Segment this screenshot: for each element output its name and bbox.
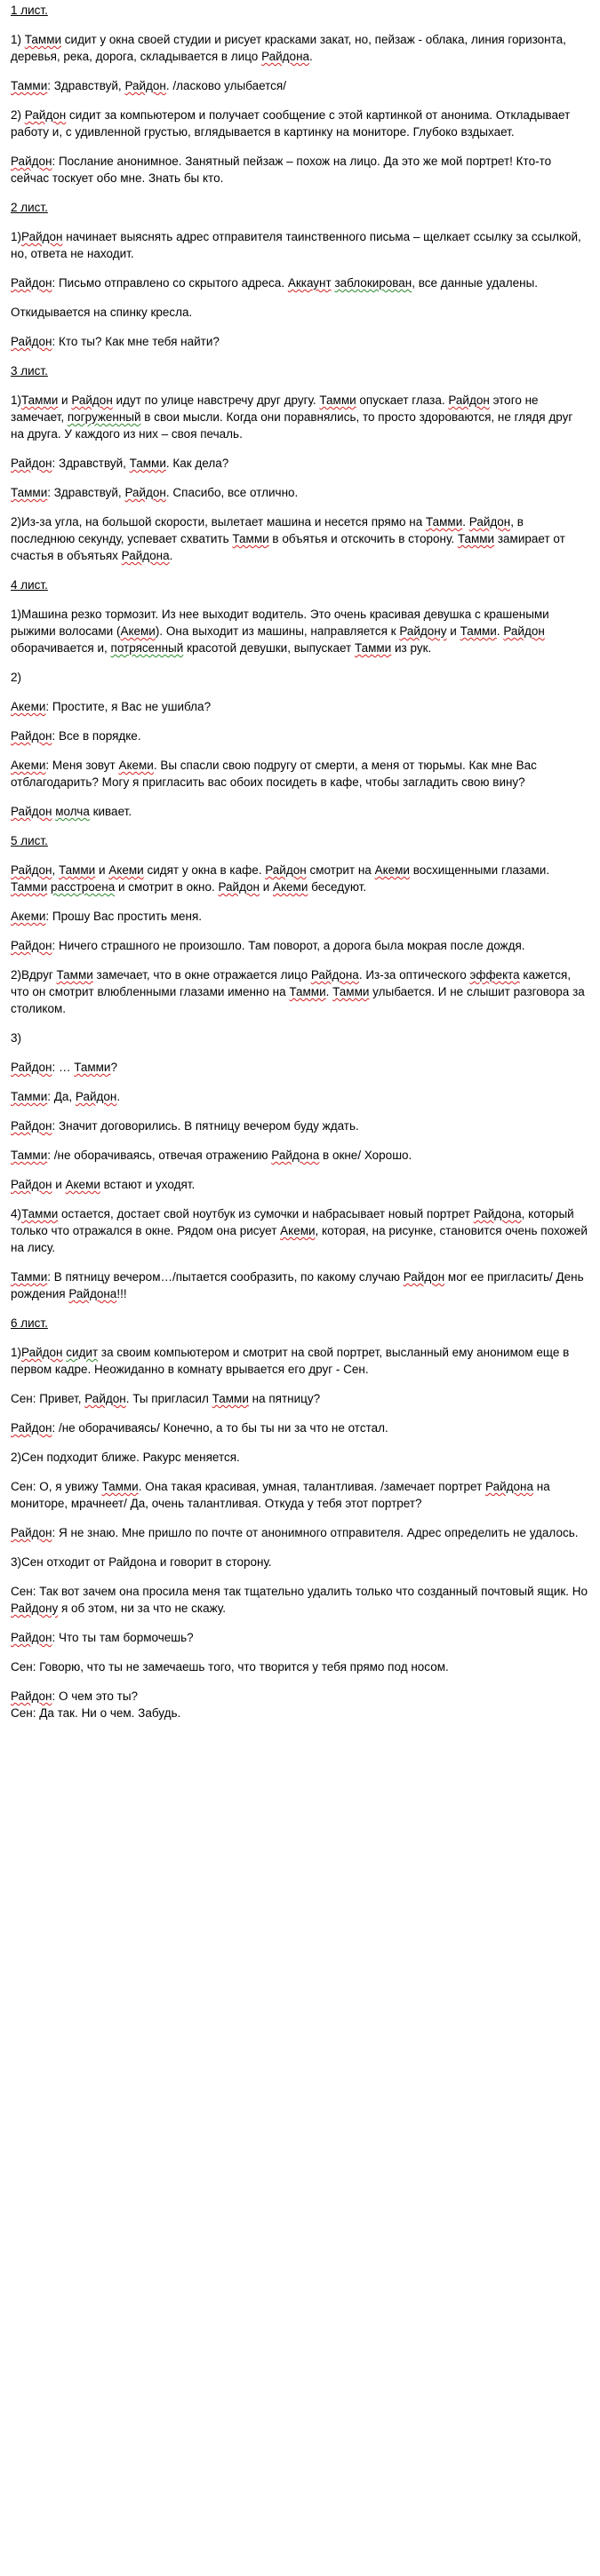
text-run: , все данные удалены. [412, 276, 539, 290]
text-run: ). Она выходит из машины, направляется к [155, 624, 400, 638]
spellcheck-flagged-word: Райдон [11, 1631, 52, 1644]
text-run: Сен: Привет, [11, 1392, 85, 1405]
spellcheck-flagged-word: Тамми [101, 1480, 139, 1493]
paragraph [11, 1419, 588, 1436]
sheet-heading [11, 832, 588, 849]
text-run: сидит за компьютером и получает сообщение с этой картинкой от анонима. Откладывает работу и, с удивленной грустью, вглядывается в картинку на мониторе. Глубоко вздыхает. [11, 108, 571, 139]
text-run: , которая, на рисунке, становится очень похожей на лису. [11, 1224, 588, 1254]
spellcheck-flagged-word: Райдон [11, 276, 52, 290]
spellcheck-flagged-word: Райдон [11, 155, 52, 168]
text-run: : Здравствуй, [52, 457, 130, 470]
text-run: . Как дела? [165, 457, 229, 470]
text-run: , в последнюю секунду, успевает схватить [11, 515, 524, 545]
paragraph [11, 937, 588, 954]
spellcheck-flagged-word: Райдон [84, 1392, 126, 1405]
text-run: и [95, 863, 109, 877]
text-run: и [58, 394, 72, 407]
paragraph [11, 1390, 588, 1407]
text-run: Сен: Да так. Ни о чем. Забудь. [11, 1706, 181, 1720]
text-run: Сен: О, я увижу [11, 1480, 102, 1493]
spellcheck-flagged-word: Тамми [56, 968, 93, 982]
text-run: 1)Машина резко тормозит. Из нее выходит водитель. Это очень красивая девушка с крашеными рыжими волосами ( [11, 608, 549, 638]
spellcheck-flagged-word: Райдона [473, 1207, 522, 1220]
spellcheck-flagged-word: Тамми [74, 1061, 111, 1074]
spellcheck-flagged-word: Райдон [468, 515, 511, 529]
text-run: . Спасибо, все отлично. [165, 486, 299, 499]
paragraph [11, 513, 588, 564]
text-run: . Из-за оптического [358, 968, 470, 982]
grammar-flagged-word: сидит [66, 1346, 99, 1359]
paragraph [11, 274, 588, 291]
paragraph [11, 1030, 588, 1046]
sheet-heading [11, 362, 588, 379]
spellcheck-flagged-word: Акеми [120, 624, 156, 638]
text-run: : В пятницу вечером…/пытается сообразить, по какому случаю [47, 1270, 404, 1284]
paragraph [11, 228, 588, 262]
sheet-heading-text: 3 лист. [11, 364, 48, 378]
paragraph [11, 153, 588, 187]
spellcheck-flagged-word: эффекта [469, 968, 520, 982]
text-run: сидят у окна в кафе. [143, 863, 266, 877]
spellcheck-flagged-word: Райдона [271, 1149, 320, 1162]
text-run: : Здравствуй, [47, 486, 125, 499]
grammar-flagged-word: заблокирован [334, 276, 412, 290]
spellcheck-flagged-word: Акеми [11, 759, 46, 772]
paragraph [11, 1147, 588, 1164]
paragraph [11, 1524, 588, 1541]
text-run: 3) [11, 1031, 22, 1045]
paragraph [11, 333, 588, 350]
spellcheck-flagged-word: Акеми [272, 880, 308, 894]
spellcheck-flagged-word: Райдон [11, 1119, 52, 1133]
text-run: за своим компьютером и смотрит на свой портрет, высланный ему анонимом еще в первом кадре. Неожиданно в комнату врывается его друг - Сен. [11, 1346, 570, 1376]
spellcheck-flagged-word: Райдон [11, 729, 52, 743]
spellcheck-flagged-word: Тамми [457, 532, 495, 545]
spellcheck-flagged-word: Акеми [11, 910, 46, 923]
paragraph [11, 1117, 588, 1134]
spellcheck-flagged-word: Тамми [11, 1270, 48, 1284]
text-run: этого не замечает, [11, 394, 539, 424]
text-run: 1) [11, 394, 22, 407]
text-run: из рук. [391, 641, 432, 655]
paragraph [11, 698, 588, 715]
paragraph [11, 1629, 588, 1646]
sheet-heading-text: 1 лист. [11, 4, 48, 17]
text-run: : Письмо отправлено со скрытого адреса. [52, 276, 288, 290]
spellcheck-flagged-word: Тамми [11, 486, 48, 499]
text-run: на пятницу? [248, 1392, 321, 1405]
paragraph [11, 77, 588, 94]
paragraph [11, 1583, 588, 1617]
spellcheck-flagged-word: Акеми [65, 1178, 100, 1191]
spellcheck-flagged-word: Тамми [212, 1392, 249, 1405]
text-run: 1) [11, 230, 22, 243]
text-run: : Я не знаю. Мне пришло по почте от анонимного отправителя. Адрес определить не удалось. [52, 1526, 579, 1539]
text-run: , который только что отражался в окне. Рядом она рисует [11, 1207, 574, 1237]
spellcheck-flagged-word: Тамми [319, 394, 356, 407]
text-run: и [446, 624, 460, 638]
text-run: !!! [116, 1287, 127, 1300]
text-run: 2)Сен подходит ближе. Ракурс меняется. [11, 1451, 240, 1464]
text-run: : Все в порядке. [52, 729, 141, 743]
text-run: . [309, 50, 313, 63]
spellcheck-flagged-word: Райдон [265, 863, 307, 877]
text-run: в окне/ Хорошо. [319, 1149, 412, 1162]
spellcheck-flagged-word: Акеми [11, 700, 46, 713]
spellcheck-flagged-word: Райдону [11, 1602, 59, 1615]
paragraph [11, 31, 588, 65]
text-run: 2) [11, 671, 22, 684]
text-run: : … [52, 1061, 75, 1074]
text-run: замирает от счастья в объятьях [11, 532, 565, 562]
text-run: опускает глаза. [356, 394, 449, 407]
spellcheck-flagged-word: Райдона [310, 968, 359, 982]
paragraph [11, 727, 588, 744]
text-run: : Послание анонимное. Занятный пейзаж – похож на лицо. Да это же мой портрет! Кто-то сейчас тоскует обо мне. Знать бы кто. [11, 155, 552, 185]
text-run: и смотрит в окно. [115, 880, 219, 894]
document-body [11, 2, 588, 1734]
spellcheck-flagged-word: Райдон [21, 230, 63, 243]
text-run: ? [110, 1061, 117, 1074]
paragraph [11, 392, 588, 442]
text-run: беседуют. [308, 880, 367, 894]
paragraph [11, 1268, 588, 1302]
paragraph [11, 862, 588, 895]
paragraph [11, 484, 588, 501]
text-run: . [169, 549, 173, 562]
spellcheck-flagged-word: Акеми [118, 759, 154, 772]
spellcheck-flagged-word: Акеми [108, 863, 144, 877]
paragraph [11, 304, 588, 321]
text-run: кивает. [89, 805, 132, 818]
text-run: начинает выяснять адрес отправителя таинственного письма – щелкает ссылку за ссылкой, но, ответа не находит. [11, 230, 581, 260]
text-run: 2)Из-за угла, на большой скорости, вылетает машина и несется прямо на [11, 515, 426, 529]
spellcheck-flagged-word: Тамми [332, 985, 370, 998]
text-run: мог ее пригласить/ День рождения [11, 1270, 584, 1300]
paragraph [11, 908, 588, 925]
paragraph [11, 1478, 588, 1512]
paragraph [11, 1658, 588, 1675]
text-run: я об этом, ни за что не скажу. [58, 1602, 226, 1615]
grammar-flagged-word: погруженный [67, 410, 141, 424]
paragraph [11, 757, 588, 791]
spellcheck-flagged-word: Райдон [448, 394, 490, 407]
spellcheck-flagged-word: Тамми [21, 394, 59, 407]
spellcheck-flagged-word: Райдон [11, 335, 52, 348]
paragraph [11, 1088, 588, 1105]
paragraph [11, 966, 588, 1017]
text-run: : Прошу Вас простить меня. [45, 910, 203, 923]
spellcheck-flagged-word: Райдон [24, 108, 67, 122]
text-run: : О чем это ты? [52, 1690, 139, 1703]
text-run: смотрит на [306, 863, 375, 877]
text-run: 2) [11, 108, 25, 122]
text-run: 1) [11, 33, 25, 46]
paragraph [11, 1176, 588, 1193]
paragraph [11, 1059, 588, 1076]
spellcheck-flagged-word: Тамми [425, 515, 463, 529]
spellcheck-flagged-word: Райдону [399, 624, 447, 638]
paragraph [11, 1688, 588, 1705]
grammar-flagged-word: расстроена [51, 880, 116, 894]
spellcheck-flagged-word: Райдона [485, 1480, 533, 1493]
spellcheck-flagged-word: Райдон [11, 805, 52, 818]
text-run: : Меня зовут [45, 759, 119, 772]
spellcheck-flagged-word: Райдон [11, 939, 52, 952]
text-run: восхищенными глазами. [409, 863, 550, 877]
text-run: , [52, 863, 59, 877]
paragraph [11, 606, 588, 656]
text-run: : Здравствуй, [47, 79, 125, 92]
text-run: Откидывается на спинку кресла. [11, 306, 193, 319]
text-run: улыбается. И не слышит разговора за столиком. [11, 985, 585, 1015]
sheet-heading [11, 199, 588, 216]
spellcheck-flagged-word: Акеми [374, 863, 410, 877]
text-run: замечает, что в окне отражается лицо [92, 968, 311, 982]
spellcheck-flagged-word: Райдон [11, 1421, 52, 1435]
text-run: : Кто ты? Как мне тебя найти? [52, 335, 220, 348]
text-run: Сен: Так вот зачем она просила меня так тщательно удалить только что созданный почтовый ящик. Но [11, 1585, 588, 1598]
text-run: оборачивается и, [11, 641, 111, 655]
spellcheck-flagged-word: Райдон [403, 1270, 445, 1284]
text-run: : Да, [47, 1090, 76, 1103]
spellcheck-flagged-word: Тамми [21, 1207, 59, 1220]
spellcheck-flagged-word: Тамми [289, 985, 326, 998]
spellcheck-flagged-word: Тамми [11, 880, 48, 894]
sheet-heading [11, 1315, 588, 1332]
text-run: красотой девушки, выпускает [183, 641, 355, 655]
sheet-heading-text: 6 лист. [11, 1316, 48, 1330]
spellcheck-flagged-word: Аккаунт [287, 276, 332, 290]
paragraph [11, 803, 588, 820]
text-run: . [116, 1090, 121, 1103]
spellcheck-flagged-word: Тамми [354, 641, 392, 655]
spellcheck-flagged-word: Райдон [71, 394, 113, 407]
paragraph [11, 107, 588, 140]
spellcheck-flagged-word: Райдон [75, 1090, 117, 1103]
text-run: . /ласково улыбается/ [165, 79, 286, 92]
spellcheck-flagged-word: Райдон [124, 486, 166, 499]
spellcheck-flagged-word: Райдон [503, 624, 545, 638]
paragraph [11, 455, 588, 472]
text-run: . [325, 985, 333, 998]
spellcheck-flagged-word: Тамми [11, 1149, 48, 1162]
text-run: . Она такая красивая, умная, талантливая. /замечает портрет [138, 1480, 486, 1493]
paragraph [11, 1705, 588, 1721]
text-run: : /не оборачиваясь, отвечая отражению [47, 1149, 272, 1162]
spellcheck-flagged-word: Райдона [261, 50, 310, 63]
spellcheck-flagged-word: Тамми [11, 79, 48, 92]
spellcheck-flagged-word: Тамми [460, 624, 497, 638]
text-run: встают и уходят. [100, 1178, 196, 1191]
spellcheck-flagged-word: Райдона [68, 1287, 117, 1300]
text-run: : Что ты там бормочешь? [52, 1631, 194, 1644]
text-run: кажется, что он смотрит влюбленными глазами именно на [11, 968, 572, 998]
spellcheck-flagged-word: Райдон [11, 1526, 52, 1539]
text-run: остается, достает свой ноутбук из сумочки и набрасывает новый портрет [58, 1207, 474, 1220]
sheet-heading-text: 4 лист. [11, 578, 48, 592]
text-run: 2)Вдруг [11, 968, 57, 982]
text-run: . [496, 624, 504, 638]
spellcheck-flagged-word: Райдон [218, 880, 260, 894]
text-run: и [52, 1178, 66, 1191]
text-run: : Ничего страшного не произошло. Там поворот, а дорога была мокрая после дождя. [52, 939, 525, 952]
text-run: 1) [11, 1346, 22, 1359]
text-run: сидит у окна своей студии и рисует красками закат, но, пейзаж - облака, линия горизонта, деревья, река, дорога, складывается в лицо [11, 33, 566, 63]
text-run: . Ты пригласил [125, 1392, 212, 1405]
grammar-flagged-word: потрясенный [110, 641, 184, 655]
paragraph [11, 1205, 588, 1256]
sheet-heading-text: 5 лист. [11, 834, 48, 847]
text-run: : Простите, я Вас не ушибла? [45, 700, 212, 713]
spellcheck-flagged-word: Райдон [11, 1690, 52, 1703]
spellcheck-flagged-word: Тамми [24, 33, 62, 46]
spellcheck-flagged-word: Тамми [129, 457, 166, 470]
text-run: Сен: Говорю, что ты не замечаешь того, что творится у тебя прямо под носом. [11, 1660, 449, 1674]
text-run: в объятья и отскочить в сторону. [268, 532, 458, 545]
text-run: : /не оборачиваясь/ Конечно, а то бы ты ни за что не отстал. [52, 1421, 388, 1435]
sheet-heading [11, 576, 588, 593]
paragraph [11, 1449, 588, 1466]
text-run: идут по улице навстречу друг другу. [112, 394, 320, 407]
sheet-heading [11, 2, 588, 19]
spellcheck-flagged-word: Райдон [11, 1178, 52, 1191]
spellcheck-flagged-word: Тамми [11, 1090, 48, 1103]
paragraph [11, 669, 588, 686]
text-run: в свои мысли. Когда они поравнялись, то просто здороваются, не глядя друг на друга. У каждого из них – своя печаль. [11, 410, 573, 441]
paragraph [11, 1554, 588, 1570]
spellcheck-flagged-word: Райдон [11, 457, 52, 470]
text-run: и [259, 880, 273, 894]
text-run: 4) [11, 1207, 22, 1220]
spellcheck-flagged-word: Райдон [124, 79, 166, 92]
text-run: . Вы спасли свою подругу от смерти, а меня от тюрьмы. Как мне Вас отблагодарить? Могу я пригласить вас обоих посидеть в кафе, чтобы загладить свою вину? [11, 759, 537, 789]
text-run: : Значит договорились. В пятницу вечером буду ждать. [52, 1119, 359, 1133]
spellcheck-flagged-word: Тамми [232, 532, 269, 545]
spellcheck-flagged-word: Акеми [280, 1224, 316, 1237]
text-run: на мониторе, мрачнеет/ Да, очень талантливая. Откуда у тебя этот портрет? [11, 1480, 550, 1510]
sheet-heading-text: 2 лист. [11, 201, 48, 214]
spellcheck-flagged-word: Райдон [11, 1061, 52, 1074]
spellcheck-flagged-word: Тамми [58, 863, 96, 877]
grammar-flagged-word: молча [55, 805, 90, 818]
spellcheck-flagged-word: Райдон [11, 863, 52, 877]
text-run: 3)Сен отходит от Райдона и говорит в сторону. [11, 1555, 272, 1569]
text-run: . [462, 515, 469, 529]
spellcheck-flagged-word: Райдон [21, 1346, 63, 1359]
paragraph [11, 1344, 588, 1378]
spellcheck-flagged-word: Райдона [121, 549, 170, 562]
